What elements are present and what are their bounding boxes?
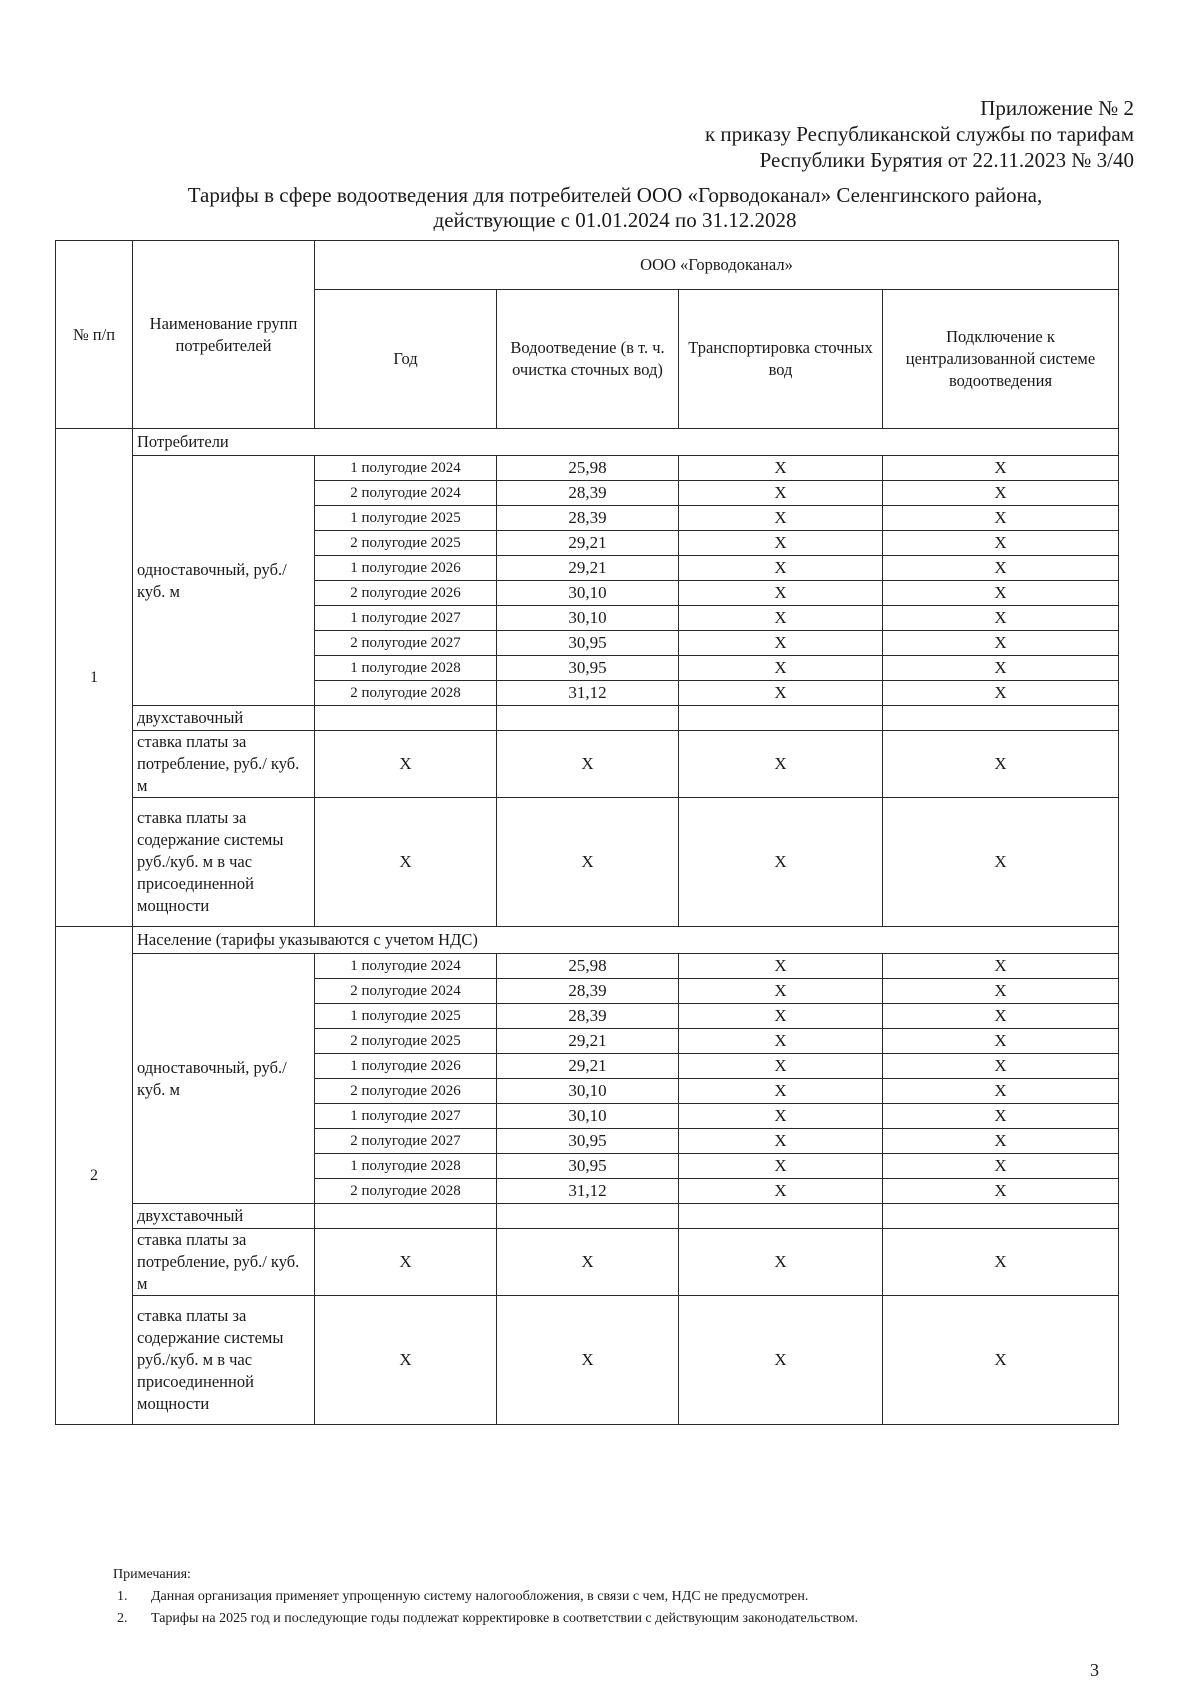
period-cell: 2 полугодие 2026 [315, 1079, 497, 1104]
period-cell: X [315, 1296, 497, 1425]
note-text: Данная организация применяет упрощенную систему налогообложения, в связи с чем, НДС не предусмотрен. [151, 1589, 809, 1604]
transport-tariff-cell: X [679, 531, 883, 556]
maintenance-rate-label: ставка платы за содержание системы руб./куб. м в час присоединенной мощности [133, 1296, 315, 1425]
connection-tariff-cell: X [883, 681, 1119, 706]
drainage-tariff-cell: 30,10 [497, 606, 679, 631]
drainage-tariff-cell: 25,98 [497, 954, 679, 979]
connection-tariff-cell: X [883, 1004, 1119, 1029]
transport-tariff-cell: X [679, 681, 883, 706]
drainage-tariff-cell: 30,10 [497, 581, 679, 606]
transport-tariff-cell: X [679, 979, 883, 1004]
maintenance-rate-row [56, 798, 1119, 927]
drainage-tariff-cell: 30,95 [497, 1129, 679, 1154]
connection-tariff-cell: X [883, 1029, 1119, 1054]
one-rate-label: одноставочный, руб./ куб. м [133, 456, 315, 706]
title-line-2: действующие с 01.01.2024 по 31.12.2028 [433, 208, 797, 232]
transport-tariff-cell: X [679, 1229, 883, 1296]
connection-tariff-cell: X [883, 481, 1119, 506]
transport-tariff-cell: X [679, 798, 883, 927]
section-header-row [56, 927, 1119, 954]
connection-tariff-cell: X [883, 1296, 1119, 1425]
section-name: Население (тарифы указываются с учетом НДС) [133, 927, 1119, 954]
transport-tariff-cell: X [679, 1079, 883, 1104]
drainage-tariff-cell: 29,21 [497, 1054, 679, 1079]
connection-tariff-cell: X [883, 1229, 1119, 1296]
period-cell: 2 полугодие 2027 [315, 1129, 497, 1154]
appendix-line-3: Республики Бурятия от 22.11.2023 № 3/40 [759, 148, 1134, 172]
two-rate-row [56, 1204, 1119, 1229]
transport-tariff-cell: X [679, 954, 883, 979]
transport-tariff-cell: X [679, 606, 883, 631]
drainage-tariff-cell: 30,10 [497, 1079, 679, 1104]
drainage-tariff-cell: 30,95 [497, 1154, 679, 1179]
maintenance-rate-label: ставка платы за содержание системы руб./куб. м в час присоединенной мощности [133, 798, 315, 927]
period-cell: 2 полугодие 2026 [315, 581, 497, 606]
two-rate-label: двухставочный [133, 1204, 315, 1229]
connection-tariff-cell: X [883, 979, 1119, 1004]
period-cell: 2 полугодие 2027 [315, 631, 497, 656]
connection-tariff-cell: X [883, 1104, 1119, 1129]
period-cell: 1 полугодие 2024 [315, 954, 497, 979]
empty-cell [315, 1204, 497, 1229]
connection-tariff-cell: X [883, 456, 1119, 481]
connection-tariff-cell: X [883, 581, 1119, 606]
transport-tariff-cell: X [679, 556, 883, 581]
transport-tariff-cell: X [679, 631, 883, 656]
one-rate-label: одноставочный, руб./ куб. м [133, 954, 315, 1204]
period-cell: 1 полугодие 2027 [315, 606, 497, 631]
tariff-row [56, 954, 1119, 979]
connection-tariff-cell: X [883, 1179, 1119, 1204]
header-transport: Транспортировка сточных вод [679, 290, 883, 429]
transport-tariff-cell: X [679, 1104, 883, 1129]
drainage-tariff-cell: X [497, 731, 679, 798]
connection-tariff-cell: X [883, 631, 1119, 656]
section-number: 1 [56, 429, 133, 927]
empty-cell [315, 706, 497, 731]
drainage-tariff-cell: X [497, 1296, 679, 1425]
header-org: ООО «Горводоканал» [315, 241, 1119, 290]
consumption-rate-label: ставка платы за потребление, руб./ куб. м [133, 731, 315, 798]
period-cell: 2 полугодие 2025 [315, 1029, 497, 1054]
transport-tariff-cell: X [679, 1154, 883, 1179]
consumption-rate-row [56, 731, 1119, 798]
drainage-tariff-cell: 29,21 [497, 1029, 679, 1054]
connection-tariff-cell: X [883, 954, 1119, 979]
header-drainage: Водоотведение (в т. ч. очистка сточных вод) [497, 290, 679, 429]
empty-cell [883, 706, 1119, 731]
header-year: Год [315, 290, 497, 429]
period-cell: X [315, 731, 497, 798]
consumption-rate-label: ставка платы за потребление, руб./ куб. м [133, 1229, 315, 1296]
tariffs-table [55, 240, 1119, 1425]
drainage-tariff-cell: 30,95 [497, 656, 679, 681]
connection-tariff-cell: X [883, 1154, 1119, 1179]
notes-heading: Примечания: [113, 1567, 191, 1582]
period-cell: X [315, 798, 497, 927]
maintenance-rate-row [56, 1296, 1119, 1425]
appendix-line-1: Приложение № 2 [980, 96, 1134, 120]
period-cell: 1 полугодие 2024 [315, 456, 497, 481]
header-group: Наименование групп потребителей [133, 241, 315, 429]
header-connection: Подключение к централизованной системе водоотведения [883, 290, 1119, 429]
header-num: № п/п [56, 241, 133, 429]
note-text: Тарифы на 2025 год и последующие годы подлежат корректировке в соответствии с действующим законодательством. [151, 1611, 859, 1626]
drainage-tariff-cell: 31,12 [497, 1179, 679, 1204]
connection-tariff-cell: X [883, 731, 1119, 798]
connection-tariff-cell: X [883, 798, 1119, 927]
connection-tariff-cell: X [883, 556, 1119, 581]
transport-tariff-cell: X [679, 1129, 883, 1154]
period-cell: 2 полугодие 2028 [315, 681, 497, 706]
note-number: 2. [117, 1611, 128, 1626]
period-cell: 2 полугодие 2028 [315, 1179, 497, 1204]
transport-tariff-cell: X [679, 731, 883, 798]
transport-tariff-cell: X [679, 506, 883, 531]
period-cell: 1 полугодие 2028 [315, 1154, 497, 1179]
empty-cell [679, 706, 883, 731]
connection-tariff-cell: X [883, 1129, 1119, 1154]
two-rate-label: двухставочный [133, 706, 315, 731]
drainage-tariff-cell: 25,98 [497, 456, 679, 481]
connection-tariff-cell: X [883, 1079, 1119, 1104]
section-name: Потребители [133, 429, 1119, 456]
transport-tariff-cell: X [679, 581, 883, 606]
transport-tariff-cell: X [679, 1296, 883, 1425]
transport-tariff-cell: X [679, 1004, 883, 1029]
connection-tariff-cell: X [883, 531, 1119, 556]
drainage-tariff-cell: 30,10 [497, 1104, 679, 1129]
section-number: 2 [56, 927, 133, 1425]
empty-cell [497, 706, 679, 731]
period-cell: 1 полугодие 2025 [315, 506, 497, 531]
notes [113, 1564, 1113, 1630]
appendix-header [534, 95, 1134, 173]
empty-cell [679, 1204, 883, 1229]
transport-tariff-cell: X [679, 1179, 883, 1204]
two-rate-row [56, 706, 1119, 731]
consumption-rate-row [56, 1229, 1119, 1296]
period-cell: 2 полугодие 2024 [315, 979, 497, 1004]
period-cell: 1 полугодие 2027 [315, 1104, 497, 1129]
period-cell: 1 полугодие 2026 [315, 556, 497, 581]
period-cell: 2 полугодие 2025 [315, 531, 497, 556]
appendix-line-2: к приказу Республиканской службы по тарифам [704, 122, 1134, 146]
connection-tariff-cell: X [883, 506, 1119, 531]
drainage-tariff-cell: 28,39 [497, 506, 679, 531]
connection-tariff-cell: X [883, 656, 1119, 681]
drainage-tariff-cell: 28,39 [497, 979, 679, 1004]
drainage-tariff-cell: 31,12 [497, 681, 679, 706]
header-row-1 [56, 241, 1119, 290]
empty-cell [497, 1204, 679, 1229]
drainage-tariff-cell: X [497, 1229, 679, 1296]
note-item [113, 1608, 1113, 1630]
period-cell: 1 полугодие 2025 [315, 1004, 497, 1029]
transport-tariff-cell: X [679, 656, 883, 681]
note-item [113, 1586, 1113, 1608]
period-cell: 1 полугодие 2028 [315, 656, 497, 681]
period-cell: 2 полугодие 2024 [315, 481, 497, 506]
period-cell: 1 полугодие 2026 [315, 1054, 497, 1079]
connection-tariff-cell: X [883, 606, 1119, 631]
transport-tariff-cell: X [679, 1029, 883, 1054]
transport-tariff-cell: X [679, 481, 883, 506]
title-line-1: Тарифы в сфере водоотведения для потребителей ООО «Горводоканал» Селенгинского района, [187, 183, 1043, 207]
transport-tariff-cell: X [679, 1054, 883, 1079]
page-number: 3 [1090, 1660, 1099, 1680]
drainage-tariff-cell: X [497, 798, 679, 927]
document-title [95, 183, 1135, 233]
drainage-tariff-cell: 30,95 [497, 631, 679, 656]
section-header-row [56, 429, 1119, 456]
tariff-row [56, 456, 1119, 481]
drainage-tariff-cell: 28,39 [497, 481, 679, 506]
empty-cell [883, 1204, 1119, 1229]
drainage-tariff-cell: 29,21 [497, 531, 679, 556]
connection-tariff-cell: X [883, 1054, 1119, 1079]
drainage-tariff-cell: 28,39 [497, 1004, 679, 1029]
drainage-tariff-cell: 29,21 [497, 556, 679, 581]
period-cell: X [315, 1229, 497, 1296]
transport-tariff-cell: X [679, 456, 883, 481]
note-number: 1. [117, 1589, 128, 1604]
